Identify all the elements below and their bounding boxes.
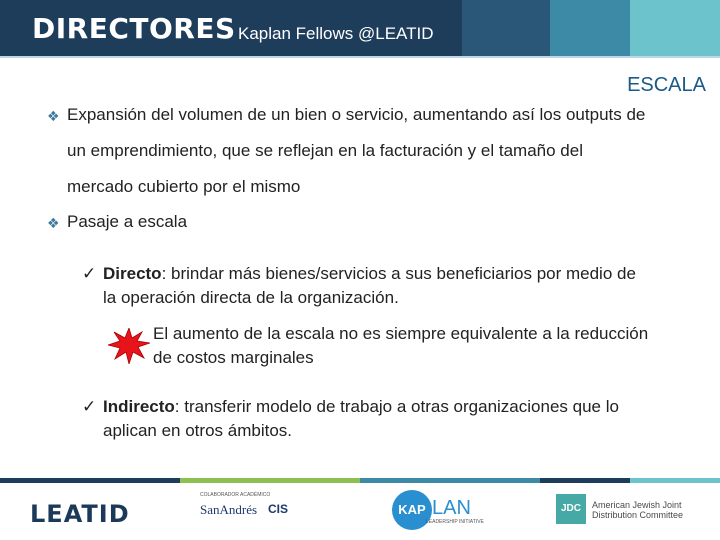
kaplan-tagline: LEADERSHIP INITIATIVE [426,519,484,525]
san-andres-name: SanAndrés [200,502,258,517]
jdc-name-line: Distribution Committee [592,510,684,520]
header-banner [0,0,720,58]
checkmark-icon: ✓ [82,264,97,283]
red-starburst-icon [108,328,150,364]
bullet-text: un emprendimiento, que se reflejan en la facturación y el tamaño del [67,141,583,160]
cis-label: CIS [268,502,289,516]
sub-item-description: : brindar más bienes/servicios a sus beneficiarios por medio de [161,264,636,283]
diamond-bullet-icon: ❖ [47,108,60,124]
jdc-logo-icon: JDC [556,494,586,524]
section-label: ESCALA [627,74,706,96]
sub-item-text [103,397,619,417]
checkmark-icon: ✓ [82,397,97,416]
bullet-text: Pasaje a escala [67,212,188,231]
kaplan-logo-icon: KAP [392,490,432,530]
sub-item-description: : transferir modelo de trabajo a otras organizaciones que lo [174,397,619,416]
jdc-logo-text [592,500,683,520]
footer-bar-segment [180,478,360,483]
footer-bar-segment [540,478,630,483]
banner-segment [630,0,720,58]
footer-bar-segment [360,478,540,483]
slide-title: DIRECTORES [32,12,236,45]
diamond-bullet-icon: ❖ [47,215,60,231]
bullet-text: Expansión del volumen de un bien o servicio, aumentando así los outputs de [67,105,646,124]
san-andres-caption: COLABORADOR ACADÉMICO [200,492,271,498]
banner-segment [550,0,630,58]
jdc-name-line: American Jewish Joint [592,500,682,510]
banner-divider [0,56,720,58]
banner-segment [462,0,550,58]
note-text: El aumento de la escala no es siempre equivalente a la reducción [153,324,649,343]
bullet-text: mercado cubierto por el mismo [67,177,301,196]
sub-item-term: Directo [103,264,162,283]
footer-bar-segment [630,478,720,483]
sub-item-text [103,264,636,284]
kaplan-logo-text: LAN [432,497,471,519]
sub-item-term: Indirecto [103,397,175,416]
footer-bar-segment [0,478,180,483]
leatid-logo: LEATID [30,500,130,528]
slide-subtitle: Kaplan Fellows @LEATID [238,24,434,43]
sub-item-text: aplican en otros ámbitos. [103,421,292,440]
sub-item-text: la operación directa de la organización. [103,288,399,307]
note-text: de costos marginales [153,348,314,367]
san-andres-logo [200,492,320,532]
